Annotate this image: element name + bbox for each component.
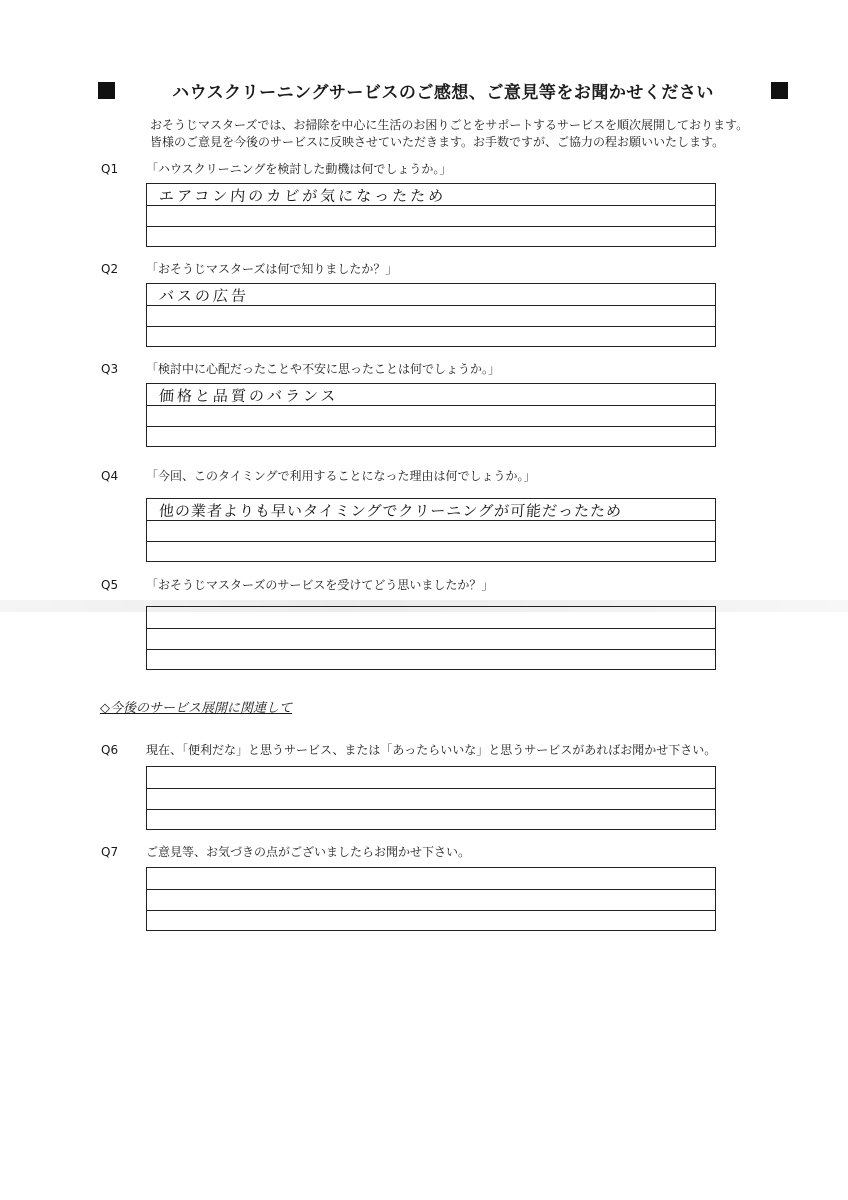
intro-line: 皆様のご意見を今後のサービスに反映させていただきます。お手数ですが、ご協力の程お願いいたします。: [150, 135, 725, 149]
ruled-line: [147, 889, 715, 890]
question-number: Q1: [101, 162, 119, 176]
question-number: Q4: [101, 469, 119, 483]
ruled-line: [147, 541, 715, 542]
answer-box-q7[interactable]: [146, 867, 716, 931]
ruled-line: [147, 910, 715, 911]
answer-box-q6[interactable]: [146, 766, 716, 830]
page-title: ハウスクリーニングサービスのご感想、ご意見等をお聞かせください: [172, 82, 714, 103]
question-text: 「検討中に心配だったことや不安に思ったことは何でしょうか。」: [146, 362, 501, 376]
question-text: 「おそうじマスターズは何で知りましたか？」: [146, 262, 398, 276]
question-text: 現在、「便利だな」と思うサービス、または「あったらいいな」と思うサービスがあればお聞かせ下さい。: [146, 743, 717, 757]
intro-line: おそうじマスターズでは、お掃除を中心に生活のお困りごとをサポートするサービスを順次展開しております。: [150, 118, 749, 132]
ruled-line: [147, 809, 715, 810]
intro-text: [150, 117, 770, 151]
answer-box-q2[interactable]: [146, 283, 716, 347]
answer-box-q3[interactable]: [146, 383, 716, 447]
ruled-line: [147, 326, 715, 327]
square-bullet-right-icon: [771, 82, 788, 99]
ruled-line: [147, 426, 715, 427]
handwritten-answer: エアコン内のカビが気になったため: [158, 187, 447, 205]
answer-box-q1[interactable]: [146, 183, 716, 247]
answer-box-q5[interactable]: [146, 606, 716, 670]
question-text: 「ハウスクリーニングを検討した動機は何でしょうか。」: [146, 162, 452, 176]
question-number: Q6: [101, 743, 119, 757]
question-text: ご意見等、お気づきの点がございましたらお聞かせ下さい。: [146, 845, 471, 859]
handwritten-answer: バスの広告: [158, 287, 250, 305]
question-number: Q5: [101, 578, 119, 592]
ruled-line: [147, 649, 715, 650]
question-number: Q7: [101, 845, 119, 859]
ruled-line: [147, 226, 715, 227]
ruled-line: [147, 788, 715, 789]
question-text: 「おそうじマスターズのサービスを受けてどう思いましたか？」: [146, 578, 494, 592]
question-number: Q2: [101, 262, 119, 276]
question-text: 「今回、このタイミングで利用することになった理由は何でしょうか。」: [146, 469, 536, 483]
ruled-line: [147, 628, 715, 629]
section-heading: ◇今後のサービス展開に関連して: [100, 701, 292, 716]
question-number: Q3: [101, 362, 119, 376]
form-title: [98, 76, 788, 104]
handwritten-answer: 他の業者よりも早いタイミングでクリーニングが可能だったため: [158, 502, 623, 520]
handwritten-answer: 価格と品質のバランス: [158, 387, 340, 405]
square-bullet-left-icon: [98, 82, 115, 99]
answer-box-q4[interactable]: [146, 498, 716, 562]
